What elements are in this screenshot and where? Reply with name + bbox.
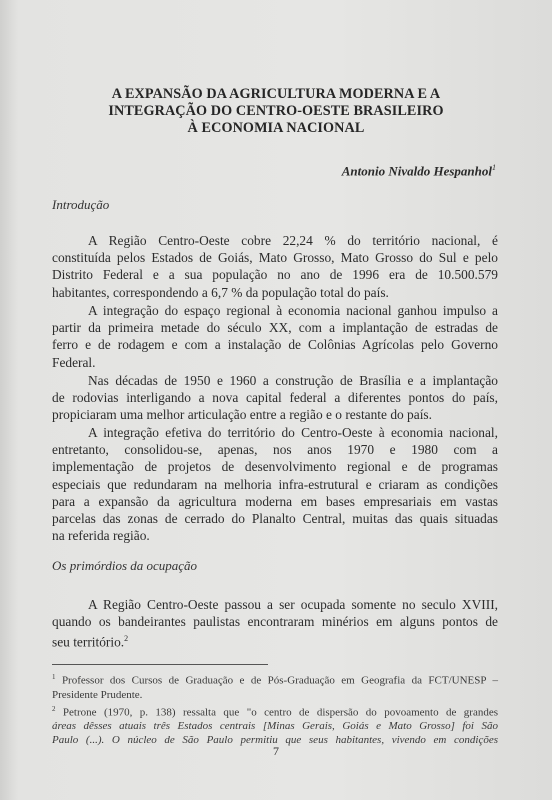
title-line: A EXPANSÃO DA AGRICULTURA MODERNA E A bbox=[111, 86, 441, 102]
section-heading-primordios: Os primórdios da ocupação bbox=[52, 558, 198, 573]
footnote-divider bbox=[52, 664, 268, 665]
section-heading-introduction: Introdução bbox=[52, 197, 110, 212]
footnote-line bbox=[52, 702, 498, 720]
text-line: partir da primeira metade do século XX, com a implantação de estradas de bbox=[52, 320, 498, 336]
text-line: quando os bandeirantes paulistas encontraram minérios em alguns pontos de bbox=[52, 614, 498, 630]
footnote-line bbox=[52, 670, 498, 688]
text-line: parcelas das zonas de cerrado do Planalto Central, muitas das quais situadas bbox=[52, 511, 498, 527]
text-line: constituída pelos Estados de Goiás, Mato Grosso, Mato Grosso do Sul e pelo bbox=[52, 250, 498, 266]
title-line: INTEGRAÇÃO DO CENTRO-OESTE BRASILEIRO bbox=[108, 103, 444, 119]
footnote-text: Professor dos Cursos de Graduação e de Pós-Graduação em Geografia da FCT/UNESP – bbox=[61, 674, 498, 687]
text-line: A integração do espaço regional à economia nacional ganhou impulso a bbox=[88, 303, 498, 318]
footnote-marker: 1 bbox=[52, 673, 56, 681]
paragraph bbox=[52, 302, 498, 371]
paragraph bbox=[52, 596, 498, 651]
author-text: Antonio Nivaldo Hespanhol bbox=[341, 163, 492, 179]
text-line: implementação de projetos de desenvolvimento regional e de programas bbox=[52, 459, 498, 475]
text-line-with-note bbox=[52, 630, 498, 651]
text-line: A Região Centro-Oeste cobre 22,24 % do território nacional, é bbox=[88, 233, 498, 248]
title-line: À ECONOMIA NACIONAL bbox=[187, 120, 365, 136]
page-number: 7 bbox=[273, 744, 279, 758]
text-line: Federal. bbox=[52, 354, 96, 370]
article-title bbox=[60, 86, 492, 137]
text-line: Distrito Federal e a sua população no ano de 1996 era de 10.500.579 bbox=[52, 267, 498, 283]
text-line: Nas décadas de 1950 e 1960 a construção de Brasília e a implantação bbox=[88, 373, 498, 388]
text-line: habitantes, correspondendo a 6,7 % da população total do país. bbox=[52, 284, 389, 300]
footnote-marker: 2 bbox=[124, 634, 129, 644]
paragraph bbox=[52, 372, 498, 424]
footnote-line: Presidente Prudente. bbox=[52, 688, 143, 701]
footnote-text: Petrone (1970, p. 138) ressalta que "o centro de dispersão do povoamento de grandes bbox=[62, 706, 498, 719]
paragraph bbox=[52, 424, 498, 544]
text-line: de rodovias interligando a nova capital federal a diferentes pontos do país, bbox=[52, 390, 498, 406]
text-line: ferro e de rodagem e com a instalação de Colônias Agrícolas pelo Governo bbox=[52, 337, 498, 353]
text-line: especiais que redundaram na melhoria infra-estrutural e criaram as condições bbox=[52, 476, 498, 492]
author-footnote-marker: 1 bbox=[492, 163, 496, 172]
text-line: entretanto, consolidou-se, apenas, nos anos 1970 e 1980 com a bbox=[52, 442, 498, 458]
text-fragment: seu território. bbox=[52, 634, 125, 650]
footnote-marker: 2 bbox=[52, 704, 56, 713]
text-line: A integração efetiva do território do Centro-Oeste à economia nacional, bbox=[88, 425, 498, 440]
footnote-line: Paulo (...). O núcleo de São Paulo permitiu que seus habitantes, vivendo em condições bbox=[52, 734, 498, 747]
text-line: para a expansão da agricultura moderna em bases empresariais em vastas bbox=[52, 493, 498, 509]
footnote-line: áreas dêsses atuais três Estados centrais [Minas Gerais, Goiás e Mato Grosso] foi São bbox=[52, 720, 498, 733]
text-line: propiciaram uma melhor articulação entre a região e o restante do país. bbox=[52, 407, 432, 423]
text-line: A Região Centro-Oeste passou a ser ocupada somente no seculo XVIII, bbox=[88, 597, 498, 612]
author-name bbox=[342, 163, 496, 179]
text-line: na referida região. bbox=[52, 528, 150, 544]
footnotes bbox=[52, 670, 498, 747]
paragraph bbox=[52, 232, 498, 301]
